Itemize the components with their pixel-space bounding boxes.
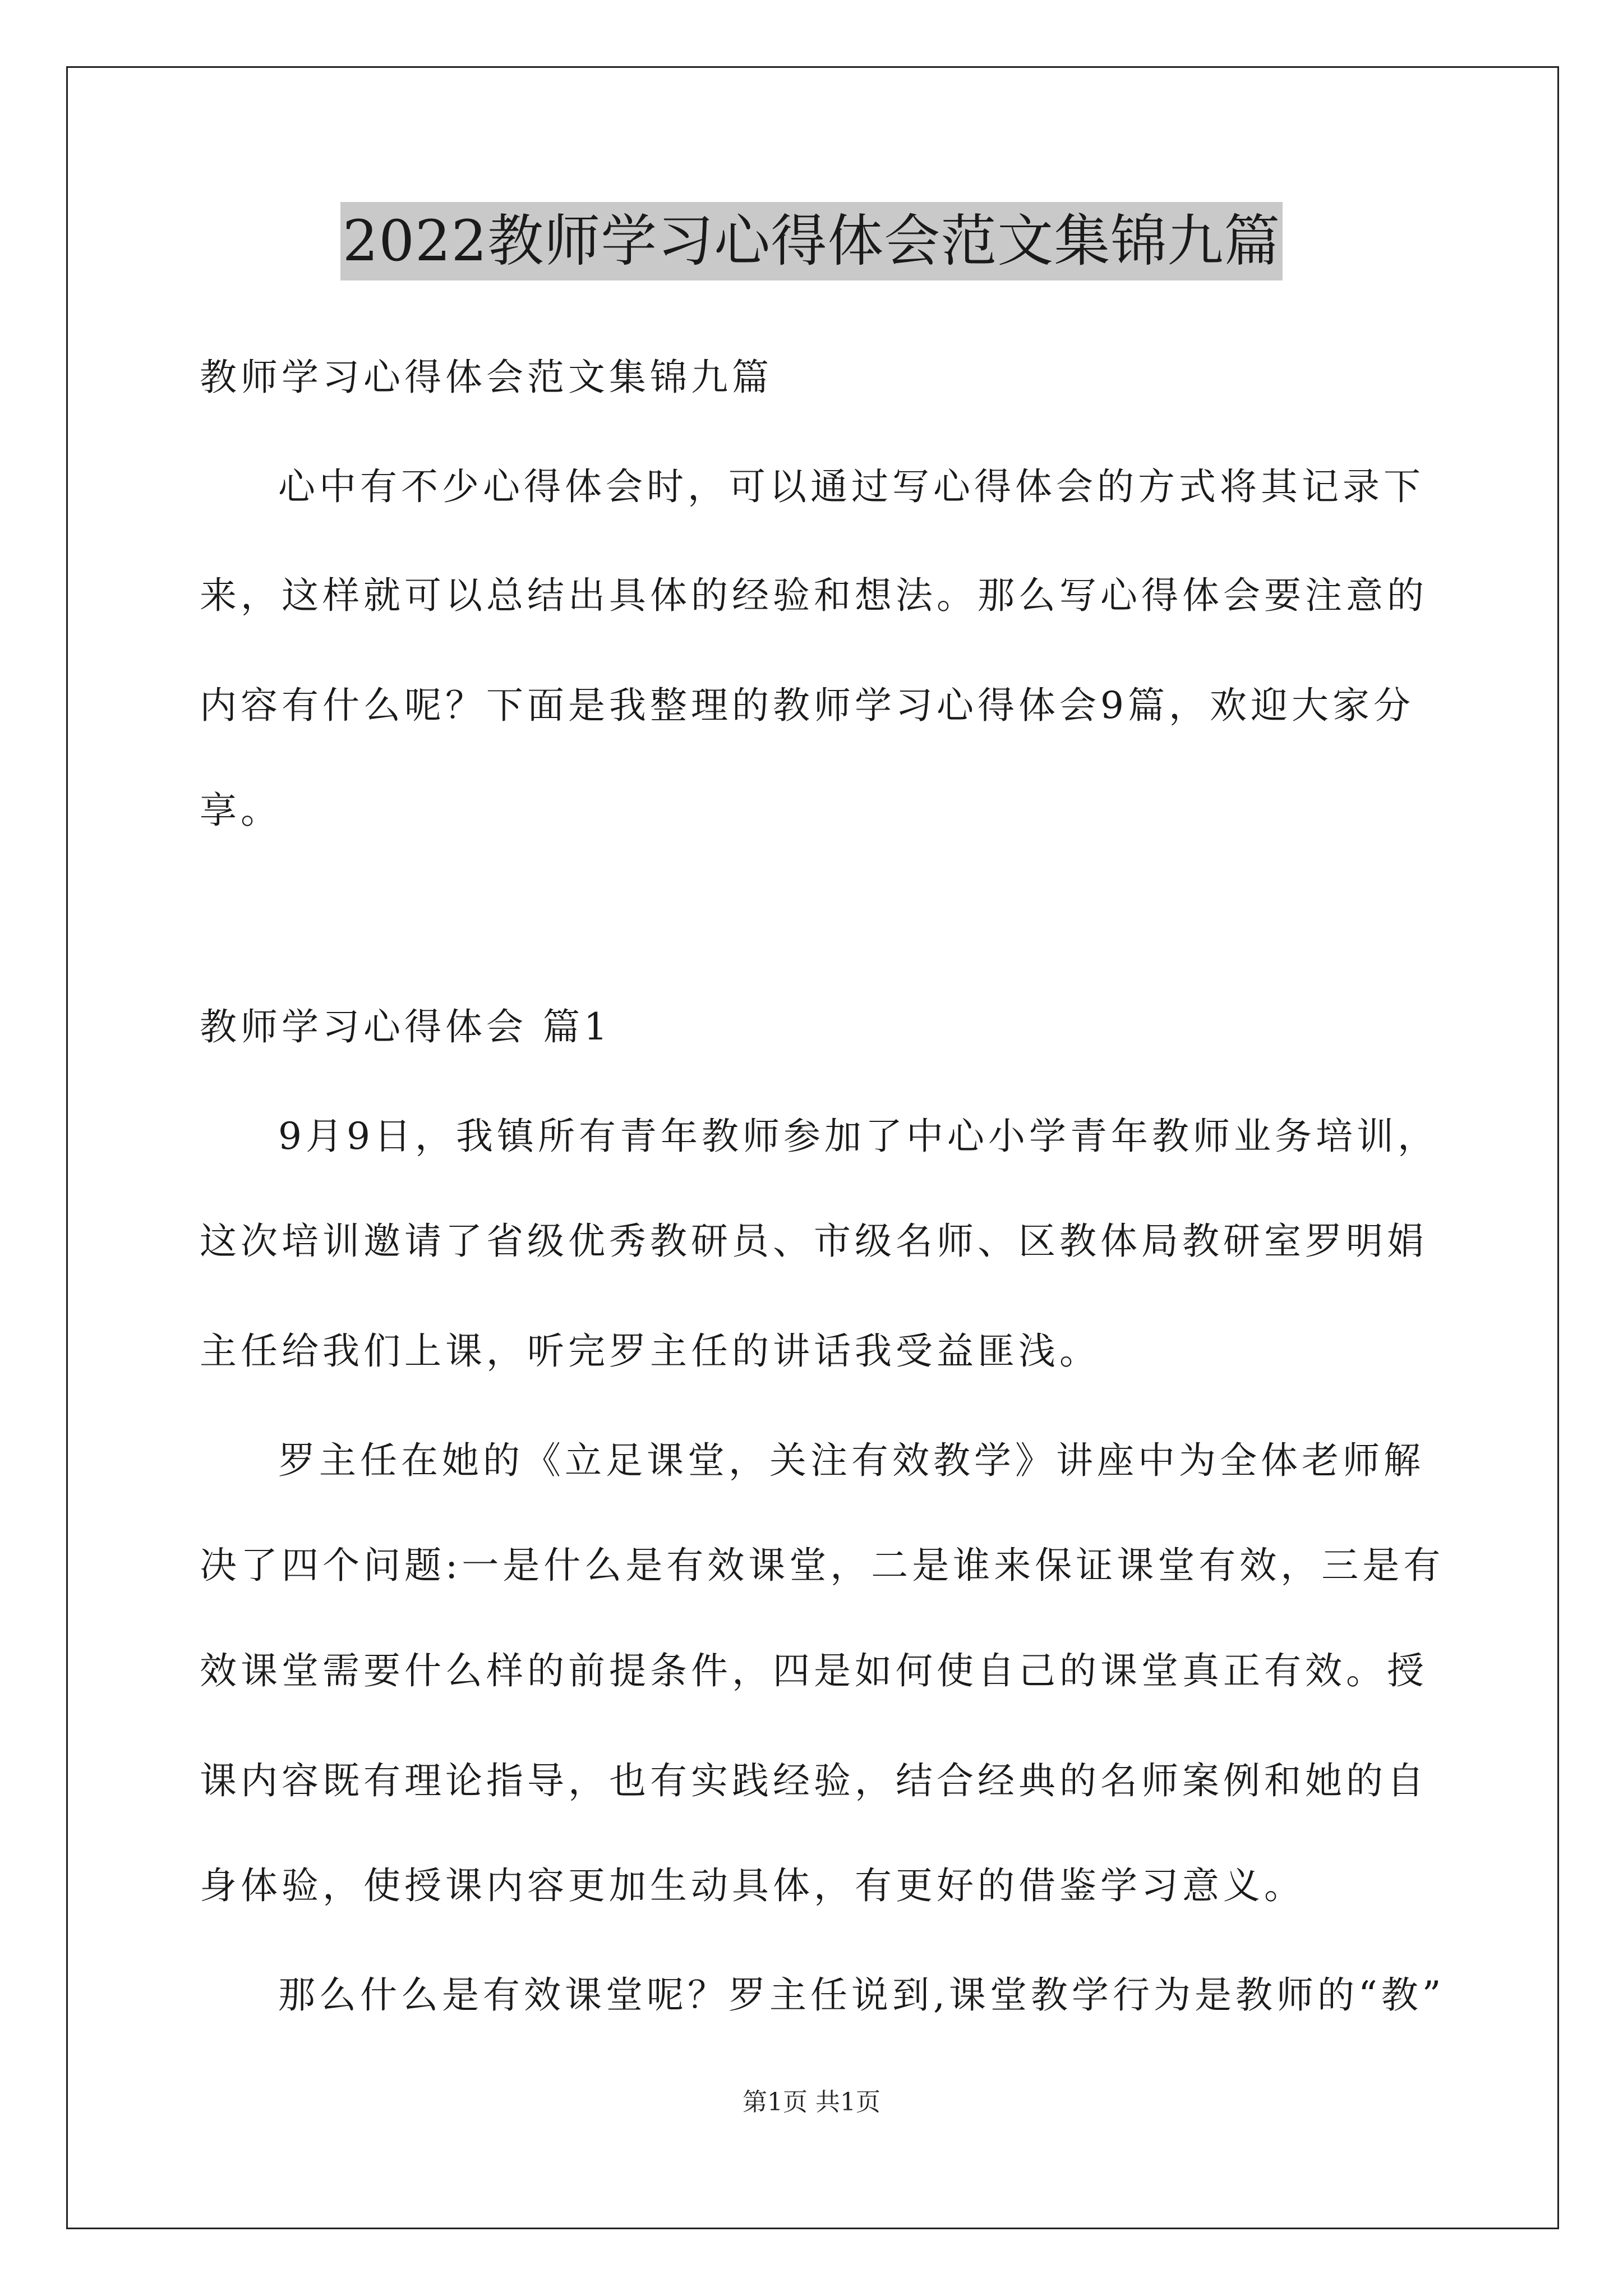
intro-line: 内容有什么呢？下面是我整理的教师学习心得体会9篇，欢迎大家分 <box>200 684 1414 727</box>
para2-line: 课内容既有理论指导，也有实践经验，结合经典的名师案例和她的自 <box>200 1759 1428 1802</box>
para2-line: 身体验，使授课内容更加生动具体，有更好的借鉴学习意义。 <box>200 1864 1305 1907</box>
para3-line: 那么什么是有效课堂呢？罗主任说到,课堂教学行为是教师的“教” <box>278 1973 1445 2017</box>
intro-line: 心中有不少心得体会时，可以通过写心得体会的方式将其记录下 <box>278 465 1424 508</box>
title-container <box>0 202 1623 280</box>
document-subtitle: 教师学习心得体会范文集锦九篇 <box>200 356 773 399</box>
intro-line: 享。 <box>200 789 282 832</box>
para2-line: 效课堂需要什么样的前提条件，四是如何使自己的课堂真正有效。授 <box>200 1649 1428 1692</box>
para2-line: 决了四个问题:一是什么是有效课堂，二是谁来保证课堂有效，三是有 <box>200 1544 1445 1587</box>
para2-line: 罗主任在她的《立足课堂，关注有效教学》讲座中为全体老师解 <box>278 1439 1424 1482</box>
section-heading: 教师学习心得体会 篇1 <box>200 1005 611 1048</box>
intro-line: 来，这样就可以总结出具体的经验和想法。那么写心得体会要注意的 <box>200 574 1428 617</box>
para1-line: 主任给我们上课，听完罗主任的讲话我受益匪浅。 <box>200 1329 1100 1373</box>
document-title: 2022教师学习心得体会范文集锦九篇 <box>340 202 1283 280</box>
para1-line: 9月9日，我镇所有青年教师参加了中心小学青年教师业务培训， <box>278 1115 1438 1158</box>
para1-line: 这次培训邀请了省级优秀教研员、市级名师、区教体局教研室罗明娟 <box>200 1220 1428 1263</box>
page-footer: 第1页 共1页 <box>743 2088 880 2116</box>
